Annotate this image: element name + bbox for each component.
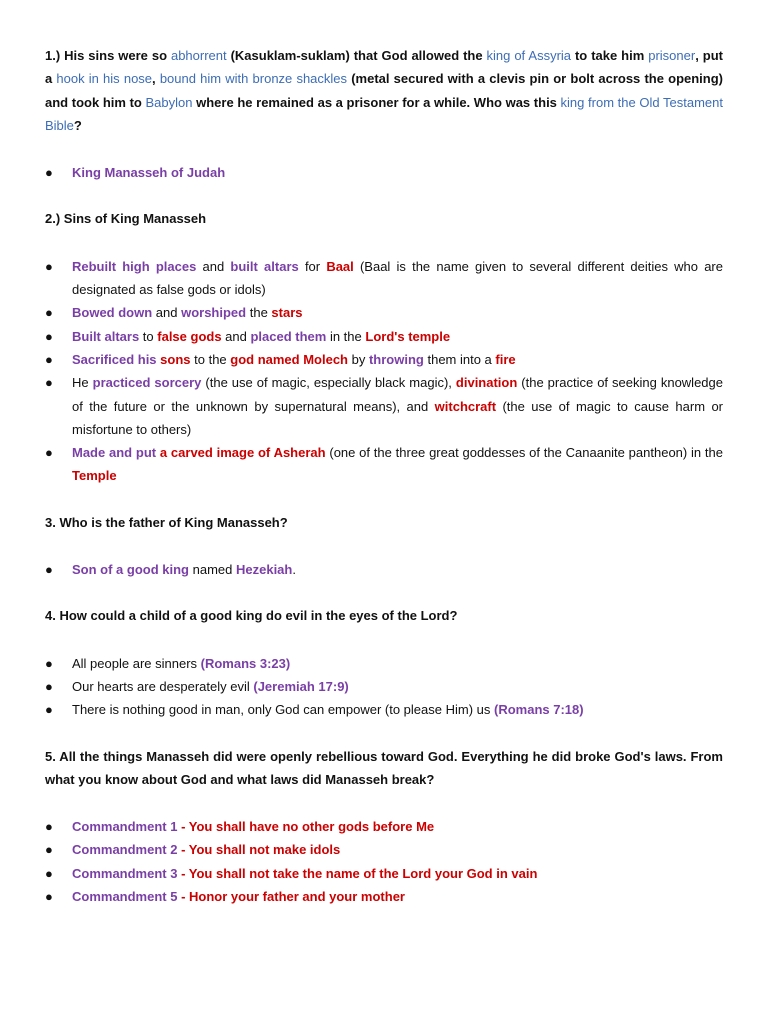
text-run: Lord's temple [365,328,451,344]
text-run: Built altars [72,328,140,344]
text-run: stars [271,305,303,321]
spacer [45,628,723,652]
text-run: Commandment 3 [72,865,178,881]
list-item [45,301,723,324]
sins-list [45,255,723,488]
text-run: abhorrent [170,48,227,63]
list-item [45,652,723,675]
question-1 [45,44,723,137]
bullet-icon: ● [45,351,53,367]
bullet-icon: ● [45,375,53,391]
text-run: witchcraft [434,398,497,414]
text-run: . [292,562,296,578]
text-run: Temple [72,468,117,484]
text-run: , [152,71,160,87]
text-run: to take him [571,48,649,63]
spacer [45,137,723,161]
text-run: false gods [157,328,222,344]
bullet-icon: ● [45,562,53,578]
text-run: Son of a good king [72,562,189,578]
bullet-icon: ● [45,678,53,694]
text-run: Rebuilt high places [72,258,197,274]
document-page [45,44,723,908]
text-run: 1.) His sins were so [45,48,171,63]
text-run: where he remained as a prisoner for a while. Who was this [192,94,561,110]
question-3-heading: 3. Who is the father of King Manasseh? [45,514,288,530]
text-run: god named Molech [230,351,348,367]
bullet-icon: ● [45,819,53,835]
list-item [45,325,723,348]
text-run: to the [190,351,231,367]
text-run: Baal [326,258,354,274]
bullet-icon: ● [45,305,53,321]
text-run: (Romans 3:23) [200,655,291,671]
text-run: (Kasuklam-suklam) that God allowed the [226,48,487,63]
text-run: Commandment 5 [72,889,178,905]
text-run: to [139,328,158,344]
bullet-icon: ● [45,445,53,461]
text-run: them into a [423,351,496,367]
text-run: He [72,375,93,391]
bullet-icon: ● [45,842,53,858]
text-run: (Jeremiah 17:9) [253,678,349,694]
list-item [45,255,723,302]
text-run: worshiped [181,305,247,321]
text-run: king from the Old Testament Bible [45,94,723,133]
text-run: (the practice of seeking knowledge of the future or the unknown by supernatural means), and [72,375,723,414]
text-run: practiced sorcery [92,375,202,391]
text-run: (the use of magic to cause harm or misfortune to others) [72,398,723,437]
text-run: placed them [250,328,327,344]
text-run: for [298,258,327,274]
text-run: Commandment 2 [72,842,178,858]
text-run: divination [455,375,518,391]
text-run: (the use of magic, especially black magic), [201,375,456,391]
spacer [45,722,723,745]
bullet-icon: ● [45,889,53,905]
question-4-heading: 4. How could a child of a good king do evil in the eyes of the Lord? [45,608,458,624]
text-run: (one of the three great goddesses of the Canaanite pantheon) in the [325,445,723,461]
question-5-heading: 5. All the things Manasseh did were openly rebellious toward God. Everything he did broke God's laws. From what you know about God and what laws did Manasseh break? [45,748,723,787]
list-item [45,838,723,861]
spacer [45,184,723,207]
text-run: - You shall not take the name of the Lord your God in vain [177,865,538,881]
text-run: (Baal is the name given to several different deities who are designated as false gods or idols) [72,258,723,298]
list-item [45,675,723,698]
text-run: - Honor your father and your mother [177,889,405,905]
text-run: Hezekiah [235,562,293,578]
text-run: built altars [230,258,299,274]
text-run: a carved image of Asherah [159,445,326,461]
text-run: by [348,351,369,367]
text-run: Our hearts are desperately evil [72,678,254,694]
text-run: and [152,305,182,321]
text-run: ? [73,117,82,133]
spacer [45,581,723,604]
list-item [45,348,723,371]
bullet-icon: ● [45,702,53,718]
text-run: bound him with bronze shackles [159,71,348,87]
question-2-heading: 2.) Sins of King Manasseh [45,211,207,227]
spacer [45,231,723,255]
list-item [45,371,723,441]
list-item [45,815,723,838]
answer-list-1 [45,161,723,184]
text-run: Made and put [72,445,157,461]
spacer [45,791,723,815]
father-list [45,558,723,581]
list-item [45,161,723,184]
text-run: All people are sinners [72,655,201,671]
reasons-list [45,652,723,722]
text-run: prisoner [648,48,696,63]
text-run: and [196,258,231,274]
list-item [45,441,723,488]
bullet-icon: ● [45,655,53,671]
list-item [45,862,723,885]
spacer [45,488,723,511]
spacer [45,534,723,558]
text-run: , put a [45,48,723,87]
text-run: Bowed down [72,305,153,321]
text-run: Commandment 1 [72,819,178,835]
text-run: throwing [368,351,424,367]
text-run: and [221,328,251,344]
text-run: (Romans 7:18) [494,702,584,718]
list-item [45,558,723,581]
text-run: fire [495,351,516,367]
bullet-icon: ● [45,865,53,881]
bullet-icon: ● [45,258,53,274]
text-run: - You shall have no other gods before Me [177,819,435,835]
text-run: king of Assyria [486,48,572,63]
text-run: hook in his nose [56,71,153,87]
list-item [45,885,723,908]
text-run: Sacrificed his [72,351,157,367]
bullet-icon: ● [45,328,53,344]
text-run: the [246,305,272,321]
text-run: - You shall not make idols [177,842,341,858]
list-item [45,698,723,721]
text-run: King Manasseh of Judah [72,165,226,181]
commandments-list [45,815,723,908]
text-run: (metal secured with a clevis pin or bolt across the opening) and took him to [45,71,724,110]
text-run: sons [160,351,191,367]
text-run: Babylon [145,94,193,110]
text-run: named [189,562,236,578]
bullet-icon: ● [45,165,53,181]
text-run: in the [326,328,366,344]
text-run: There is nothing good in man, only God can empower (to please Him) us [72,702,494,718]
